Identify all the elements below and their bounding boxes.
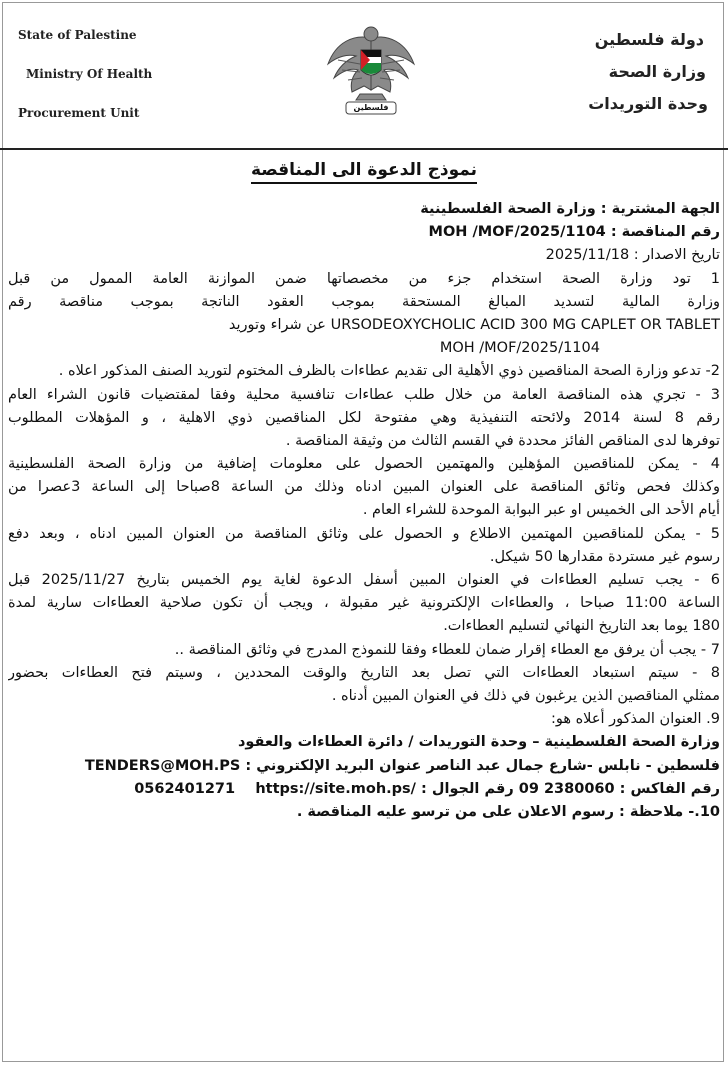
address-organization: وزارة الصحة الفلسطينية – وحدة التوريدات / دائرة العطاءات والعقود <box>237 734 720 751</box>
website-link[interactable]: https://site.moh.ps/ <box>255 780 416 797</box>
page-title <box>0 160 728 180</box>
paragraph-1-line-1: 1 تود وزارة الصحة استخدام جزء من مخصصاتها ضمن الموازنة العامة الممول من قبل <box>8 270 720 287</box>
fax-number: 09 2380060 <box>518 780 615 797</box>
paragraph-8-line-1: 8 - سيتم استبعاد العطاءات التي تصل بعد التاريخ والوقت المحددين ، وسيتم فتح العطاءات بحضور <box>8 664 720 681</box>
tender-number: MOH /MOF/2025/1104 <box>428 224 606 241</box>
paragraph-1-line-4 <box>8 337 600 360</box>
paragraph-3-line-1: 3 - تجري هذه المناقصة العامة من خلال طلب عطاءات تنافسية محلية وفقا لمقتضيات قانون الشراء العام <box>8 386 720 403</box>
paragraph-5-line-2: رسوم غير مستردة مقدارها 50 شيكل. <box>489 548 720 565</box>
header-en-unit: Procurement Unit <box>18 106 140 120</box>
note-line: 10.- ملاحظة : رسوم الاعلان على من ترسو عليه المناقصة . <box>296 803 720 820</box>
paragraph-7: 7 - يجب أن يرفق مع العطاء إقرار ضمان للعطاء وفقا للنموذج المدرج في وثائق المناقصة .. <box>174 641 720 658</box>
issue-date-line <box>8 244 720 267</box>
paragraph-2: 2- تدعو وزارة الصحة المناقصين ذوي الأهلية الى تقديم عطاءات بالظرف المختوم لتوريد الصنف المذكور اعلاه . <box>58 363 720 380</box>
page-title-text: نموذج الدعوة الى المناقصة <box>251 160 477 184</box>
paragraph-6-line-1: 6 - يجب تسليم العطاءات في العنوان المبين أسفل الدعوة لغاية يوم الخميس بتاريخ 2025/11/27 قبل <box>8 572 720 588</box>
issue-date: 2025/11/18 <box>545 247 630 264</box>
paragraph-3-line-2: رقم 8 لسنة 2014 ولائحته التنفيذية وهي مفتوحة لكل المناقصين ذوي الاهلية ، و المؤهلات المطلوب <box>8 409 720 426</box>
paragraph-4-line-3: أيام الأحد الى الخميس او عبر البوابة الموحدة للشراء العام . <box>362 502 720 519</box>
paragraph-6-line-3: 180 يوما بعد التاريخ النهائي لتسليم العطاءات. <box>443 618 720 635</box>
mobile-label: رقم الجوال : <box>421 780 514 797</box>
paragraph-1-line-3 <box>8 314 720 337</box>
contact-phones-line <box>8 778 720 801</box>
tender-reference: MOH /MOF/2025/1104 <box>439 340 600 357</box>
contact-email[interactable]: TENDERS@MOH.PS <box>84 757 241 774</box>
paragraph-4-line-2: وكذلك فحص وثائق المناقصة على العنوان المبين ادناه وذلك من الساعة 8صباحا إلى الساعة 3عصرا من <box>8 479 720 496</box>
header-ar-state: دولة فلسطين <box>594 30 704 49</box>
header-ar-unit: وحدة التوريدات <box>588 94 708 113</box>
paragraph-6-line-2: الساعة 11:00 صباحا ، والعطاءات الإلكترونية غير مقبولة ، ويجب أن تكون صلاحية العطاءات سارية لمدة <box>8 595 720 612</box>
document-body <box>8 198 720 824</box>
buyer-line: الجهة المشترية : وزارة الصحة الفلسطينية <box>420 201 720 217</box>
address-location: فلسطين - نابلس -شارع جمال عبد الناصر عنوان البريد الإلكتروني : <box>245 757 720 774</box>
emblem-caption: فلسطين <box>353 103 389 112</box>
tender-number-line <box>8 221 720 244</box>
address-location-line <box>8 755 720 778</box>
header-divider <box>0 148 728 150</box>
fax-label: رقم الفاكس : <box>619 780 720 797</box>
tender-number-label: رقم المناقصة : <box>610 224 720 241</box>
paragraph-3-line-3: توفرها لدى المناقص الفائز محددة في القسم الثالث من وثيقة المناقصة . <box>285 432 720 449</box>
mobile-number: 0562401271 <box>134 780 236 797</box>
header-ar-ministry: وزارة الصحة <box>608 62 706 81</box>
header-en-state: State of Palestine <box>18 28 137 42</box>
paragraph-8-line-2: ممثلي المناقصين الذين يرغبون في ذلك في العنوان المبين أدناه . <box>331 687 720 704</box>
paragraph-5-line-1: 5 - يمكن للمناقصين المهتمين الاطلاع و الحصول على وثائق المناقصة من العنوان المبين ادناه ، وبعد دفع <box>8 525 720 542</box>
paragraph-1-line-2: وزارة المالية لتسديد المبالغ المستحقة بموجب العقود الناتجة بموجب مناقصة رقم <box>8 293 720 310</box>
tender-item-prefix: عن شراء وتوريد <box>228 316 326 333</box>
issue-date-label: تاريخ الاصدار : <box>633 247 720 264</box>
tender-item-name: URSODEOXYCHOLIC ACID 300 MG CAPLET OR TABLET <box>330 316 720 333</box>
paragraph-4-line-1: 4 - يمكن للمناقصين المؤهلين والمهتمين الحصول على معلومات إضافية من وزارة الصحة الفلسطينية <box>8 456 720 473</box>
header-en-ministry: Ministry Of Health <box>26 67 153 81</box>
paragraph-9: 9. العنوان المذكور أعلاه هو: <box>550 711 720 728</box>
